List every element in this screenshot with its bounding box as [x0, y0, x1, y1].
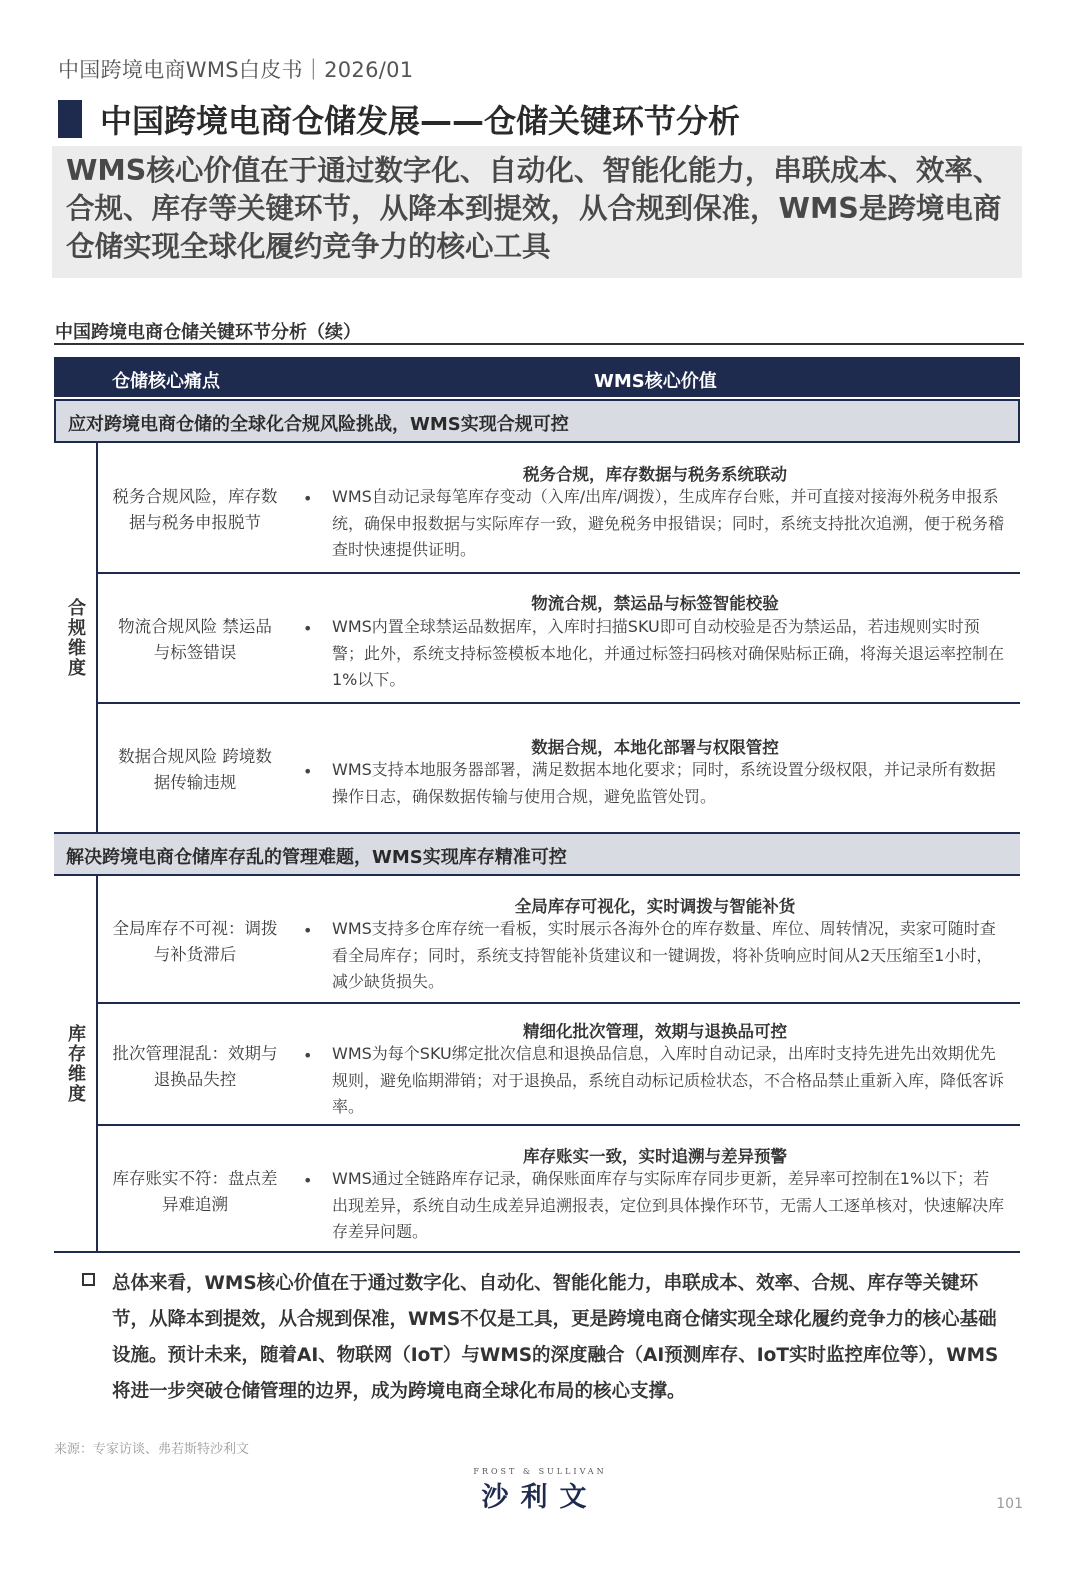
- value-description: WMS内置全球禁运品数据库，入库时扫描SKU即可自动校验是否为禁运品，若违规则实时预警；此外，系统支持标签模板本地化，并通过标签扫码核对确保贴标正确，将海关退运率控制在1%以下。: [332, 617, 1005, 689]
- checkbox-icon: [82, 1273, 95, 1286]
- dimension-divider: [96, 443, 98, 832]
- value-title: 全局库存可视化，实时调拨与智能补货: [514, 897, 796, 916]
- section-banner-inventory: 解决跨境电商仓储库存乱的管理难题，WMS实现库存精准可控: [54, 832, 1020, 876]
- source-note: 来源：专家访谈、弗若斯特沙利文: [54, 1442, 250, 1457]
- column-header-value: WMS核心价值: [594, 371, 717, 392]
- report-header: 中国跨境电商WMS白皮书｜2026/01: [58, 58, 414, 82]
- value-description: WMS支持本地服务器部署，满足数据本地化要求；同时，系统设置分级权限，并记录所有数据操作日志，确保数据传输与使用合规，避免监管处罚。: [332, 760, 996, 806]
- value-title: 库存账实一致，实时追溯与差异预警: [523, 1147, 787, 1166]
- row-divider: [98, 1124, 1020, 1126]
- value-description: WMS为每个SKU绑定批次信息和退换品信息，入库时自动记录，出库时支持先进先出效期优先规则，避免临期滞销；对于退换品，系统自动标记质检状态，不合格品禁止重新入库，降低客诉率。: [332, 1044, 1005, 1116]
- bullet-icon: •: [303, 921, 313, 940]
- title-marker: [58, 100, 82, 138]
- row-divider: [98, 702, 1020, 704]
- value-title: 物流合规，禁运品与标签智能校验: [531, 594, 779, 613]
- dimension-divider: [96, 876, 98, 1252]
- summary-text: WMS核心价值在于通过数字化、自动化、智能化能力，串联成本、效率、合规、库存等关键环节，从降本到提效，从合规到保准，WMS是跨境电商仓储实现全球化履约竞争力的核心工具: [66, 154, 1002, 263]
- logo-chinese: 沙利文: [481, 1482, 599, 1513]
- value-title: 税务合规，库存数据与税务系统联动: [523, 465, 787, 484]
- caption-rule: [54, 343, 1024, 345]
- page-title: 中国跨境电商仓储发展——仓储关键环节分析: [100, 102, 741, 140]
- table-caption: 中国跨境电商仓储关键环节分析（续）: [55, 322, 361, 343]
- row-divider: [98, 572, 1020, 574]
- value-title: 精细化批次管理，效期与退换品可控: [523, 1022, 787, 1041]
- bullet-icon: •: [303, 619, 313, 638]
- pain-point: 税务合规风险，库存数据与税务申报脱节: [112, 487, 278, 532]
- page-number: 101: [996, 1496, 1023, 1512]
- pain-point: 全局库存不可视：调拨与补货滞后: [112, 919, 278, 964]
- row-divider: [98, 1002, 1020, 1004]
- value-description: WMS通过全链路库存记录，确保账面库存与实际库存同步更新，差异率可控制在1%以下；若出现差异，系统自动生成差异追溯报表，定位到具体操作环节，无需人工逐单核对，快速解决库存差异问题。: [332, 1169, 1005, 1241]
- pain-point: 批次管理混乱：效期与退换品失控: [112, 1044, 278, 1089]
- conclusion-text: 总体来看，WMS核心价值在于通过数字化、自动化、智能化能力，串联成本、效率、合规、库存等关键环节，从降本到提效，从合规到保准，WMS不仅是工具，更是跨境电商仓储实现全球化履约竞争力的核心基础设施。预计未来，随着AI、物联网（IoT）与WMS的深度融合（AI预测库存、IoT实时监控库位等），WMS将进一步突破仓储管理的边界，成为跨境电商全球化布局的核心支撑。: [112, 1273, 999, 1402]
- value-description: WMS支持多仓库存统一看板，实时展示各海外仓的库存数量、库位、周转情况，卖家可随时查看全局库存；同时，系统支持智能补货建议和一键调拨，将补货响应时间从2天压缩至1小时，减少缺货损失。: [332, 919, 996, 991]
- table-bottom-rule: [54, 1251, 1020, 1253]
- bullet-icon: •: [303, 489, 313, 508]
- pain-point: 库存账实不符：盘点差异难追溯: [112, 1169, 278, 1214]
- value-description: WMS自动记录每笔库存变动（入库/出库/调拨），生成库存台账，并可直接对接海外税务申报系统，确保申报数据与实际库存一致，避免税务申报错误；同时，系统支持批次追溯，便于税务稽查时快速提供证明。: [332, 487, 1005, 559]
- table-header: [54, 357, 1020, 397]
- dimension-label-inventory: 库存维度: [65, 1024, 86, 1104]
- column-header-pain: 仓储核心痛点: [112, 371, 220, 392]
- bullet-icon: •: [303, 762, 313, 781]
- pain-point: 数据合规风险 跨境数据传输违规: [118, 747, 272, 792]
- value-title: 数据合规，本地化部署与权限管控: [531, 738, 779, 757]
- pain-point: 物流合规风险 禁运品与标签错误: [118, 617, 272, 662]
- dimension-label-compliance: 合规维度: [65, 597, 86, 678]
- section-banner-compliance: 应对跨境电商仓储的全球化合规风险挑战，WMS实现合规可控: [54, 399, 1020, 443]
- bullet-icon: •: [303, 1046, 313, 1065]
- bullet-icon: •: [303, 1171, 313, 1190]
- logo-english: FROST & SULLIVAN: [473, 1467, 607, 1476]
